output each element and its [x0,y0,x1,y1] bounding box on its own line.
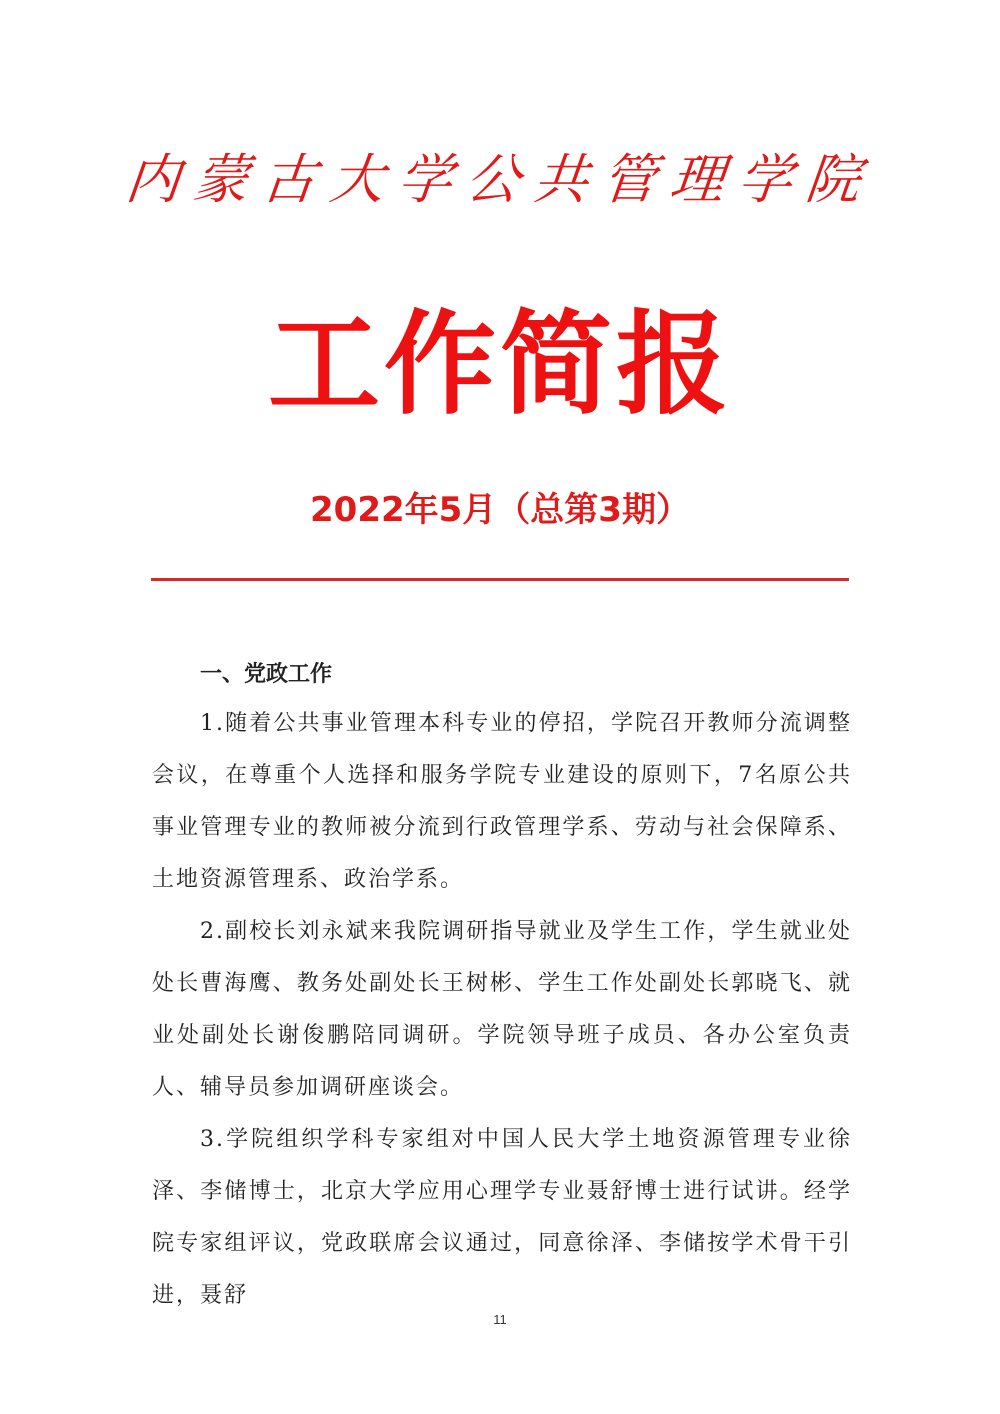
body-content [152,650,852,1322]
main-title: 工作简报 [268,300,732,430]
paragraph-2: 2.副校长刘永斌来我院调研指导就业及学生工作，学生就业处处长曹海鹰、教务处副处长王树彬、学生工作处副处长郭晓飞、就业处副处长谢俊鹏陪同调研。学院领导班子成员、各办公室负责人、辅导员参加调研座谈会。 [152,919,852,1100]
issue-label: 2022年5月（总第3期） [310,490,690,530]
paragraph-1: 1.随着公共事业管理本科专业的停招，学院召开教师分流调整会议，在尊重个人选择和服务学院专业建设的原则下，7名原公共事业管理专业的教师被分流到行政管理学系、劳动与社会保障系、土地资源管理系、政治学系。 [152,711,852,892]
header-divider [151,578,849,581]
page-number: 11 [493,1312,507,1327]
org-title: 内蒙古大学公共管理学院 [122,148,878,211]
paragraph-3: 3.学院组织学科专家组对中国人民大学土地资源管理专业徐泽、李储博士，北京大学应用心理学专业聂舒博士进行试讲。经学院专家组评议，党政联席会议通过，同意徐泽、李储按学术骨干引进，聂舒 [152,1127,852,1308]
section-heading: 一、党政工作 [200,661,333,687]
